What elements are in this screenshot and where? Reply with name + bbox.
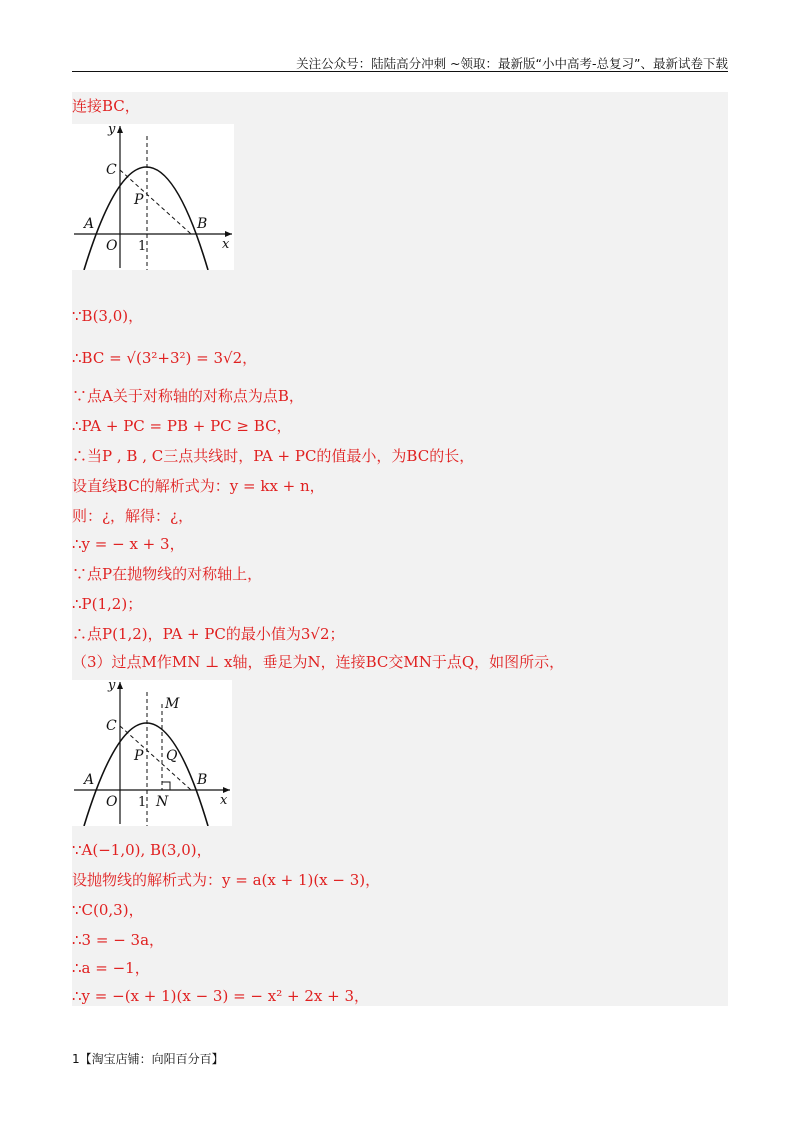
solution-line-18: ∴a = −1，: [72, 959, 150, 977]
solution-line-19: ∴y = −(x + 1)(x − 3) = − x² + 2x + 3，: [72, 987, 369, 1005]
solution-line-17: ∴3 = − 3a，: [72, 931, 165, 949]
solution-line-1: 连接BC，: [72, 97, 140, 115]
solution-line-15: 设抛物线的解析式为：y = a(x + 1)(x − 3)，: [72, 871, 381, 889]
parabola-figure-1: [72, 124, 234, 270]
point-b-label: B: [197, 772, 208, 788]
solution-line-4: ∵点A关于对称轴的对称点为点B，: [72, 387, 304, 405]
solution-line-2: ∵B(3,0)，: [72, 307, 144, 325]
tick-one-label: 1: [138, 239, 147, 254]
point-n-label: N: [156, 794, 169, 810]
y-axis-label: y: [108, 680, 116, 693]
solution-line-8: 则：¿，解得：¿，: [72, 507, 194, 525]
point-p-label: P: [134, 748, 144, 764]
y-axis-label: y: [108, 124, 116, 137]
solution-line-6: ∴当P , B , C三点共线时，PA + PC的值最小，为BC的长，: [72, 447, 475, 465]
solution-line-11: ∴P(1,2)；: [72, 595, 143, 613]
solution-line-10: ∵点P在抛物线的对称轴上，: [72, 565, 263, 583]
point-c-label: C: [106, 718, 117, 734]
tick-one-label: 1: [138, 795, 147, 810]
solution-line-14: ∵A(−1,0), B(3,0)，: [72, 841, 212, 859]
solution-line-3: ∴BC = √(3²+3²) = 3√2，: [72, 349, 258, 367]
page-footer: 1【淘宝店铺：向阳百分百】: [72, 1052, 224, 1066]
point-c-label: C: [106, 162, 117, 178]
point-b-label: B: [197, 216, 208, 232]
page-header: 关注公众号：陆陆高分冲刺 ~领取：最新版“小中高考-总复习”、最新试卷下载: [296, 56, 728, 71]
point-m-label: M: [165, 696, 180, 712]
parabola-figure-2: [72, 680, 232, 826]
point-a-label: A: [84, 216, 95, 232]
origin-label: O: [106, 238, 118, 254]
parabola-diagram-2: [72, 680, 232, 826]
x-axis-label: x: [222, 237, 230, 252]
origin-label: O: [106, 794, 118, 810]
solution-line-7: 设直线BC的解析式为：y = kx + n，: [72, 477, 325, 495]
solution-line-5: ∴PA + PC = PB + PC ≥ BC，: [72, 417, 292, 435]
x-axis-label: x: [220, 793, 228, 808]
point-a-label: A: [84, 772, 95, 788]
point-p-label: P: [134, 192, 144, 208]
solution-content: [72, 92, 728, 1006]
point-q-label: Q: [166, 748, 178, 764]
solution-line-9: ∴y = − x + 3，: [72, 535, 185, 553]
parabola-diagram-1: [72, 124, 234, 270]
header-divider: [72, 71, 728, 72]
solution-line-12: ∴点P(1,2)，PA + PC的最小值为3√2；: [72, 625, 345, 643]
solution-line-16: ∵C(0,3)，: [72, 901, 144, 919]
solution-line-13: （3）过点M作MN ⊥ x轴，垂足为N，连接BC交MN于点Q，如图所示，: [72, 653, 565, 671]
